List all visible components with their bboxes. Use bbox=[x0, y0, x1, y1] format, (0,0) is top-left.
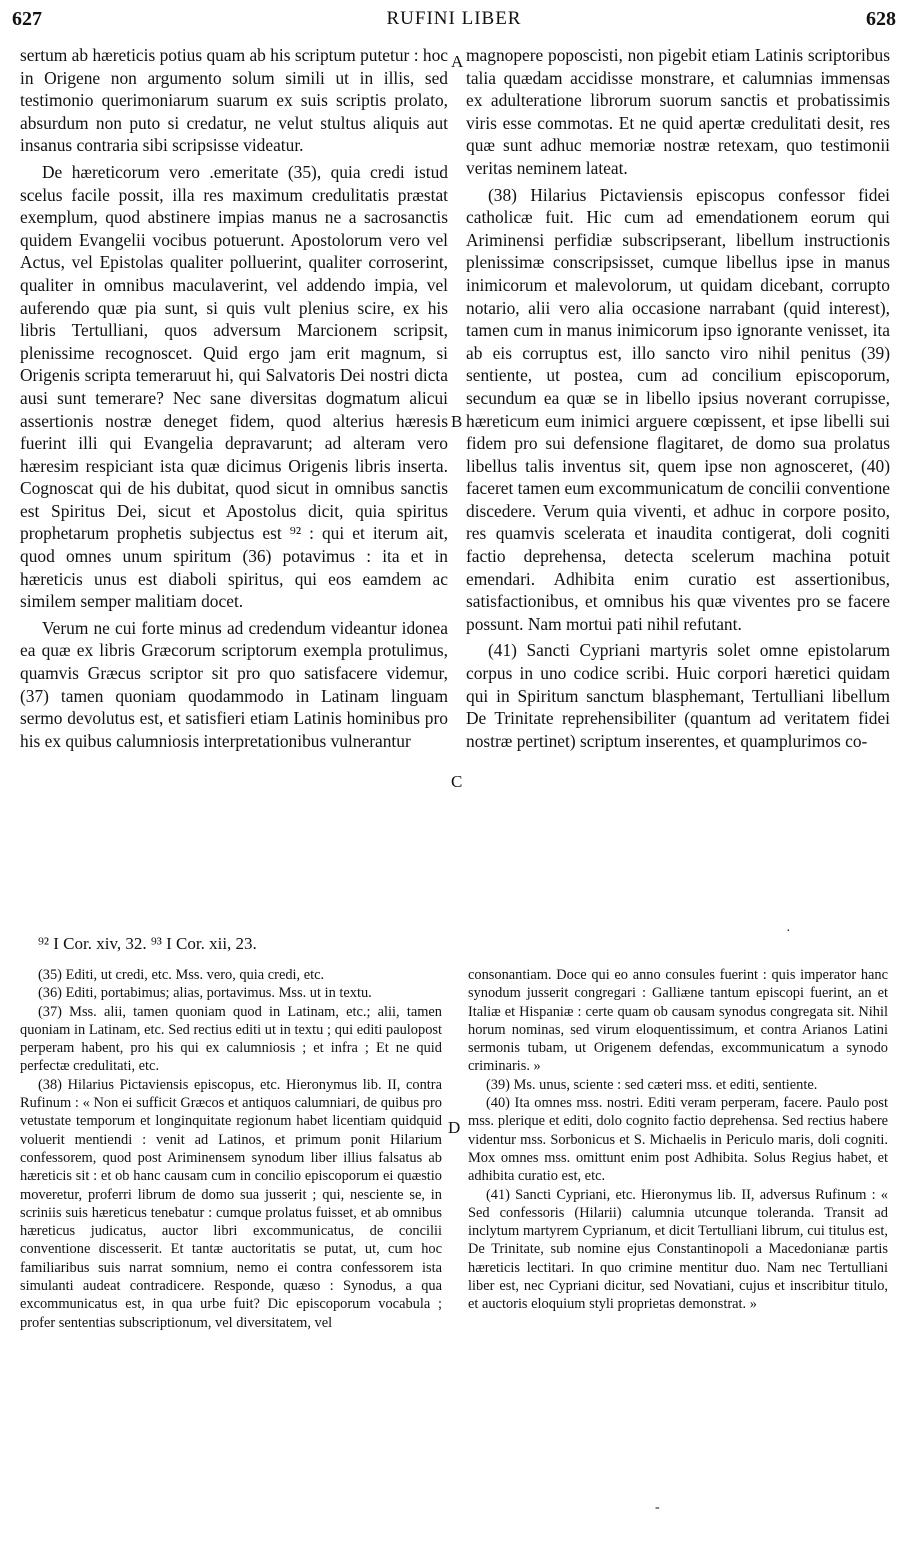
note: (35) Editi, ut credi, etc. Mss. vero, quia credi, etc. bbox=[38, 967, 325, 983]
page-number-left: 627 bbox=[12, 8, 42, 30]
margin-marker-a: A bbox=[451, 52, 464, 71]
margin-marker-c: C bbox=[451, 772, 463, 791]
running-title: RUFINI LIBER bbox=[386, 8, 522, 29]
note: (36) Editi, portabimus; alias, portavimus. Mss. ut in textu. bbox=[38, 985, 372, 1002]
right-column bbox=[466, 44, 890, 752]
stray-mark: - bbox=[655, 1500, 660, 1515]
paragraph: (38) Hilarius Pictaviensis episcopus confessor fidei catholicæ fuit. Hic cum ad emendationem eorum qui Ariminensi perfidiæ subscripserant, libellum instructionis plenissimæ conscripsisset, cumque libellus ipse in manus inimicorum et malevolorum, ut quidam dicebant, corrupto notario, alii vero alia occasione narrabant (quid interest), tamen cum in manus inimicorum ipso ignorante venisset, ita ab eis corruptus est, illo sancto viro nihil penitus (39) sentiente, ut postea, cum ad concilium episcoporum, secundum ea quæ se in libello ipsius noverant corrupisse, hæreticum eum inimici arguere cœpissent, et ipse libelli sui fidem pro sui defensione flagitaret, de domo sua prolatus libellus talis inventus sit, quem ipse non agnosceret, (40) faceret tamen eum excommunicatum de concilii conventione discedere. Verum quia viventi, et adhuc in corpore posito, res quamvis scelerata et inaudita contigerat, doli cogniti factio deprehensa, detecta scelerum machina potuit emendari. Adhibita enim curatio est assertionibus, satisfactionibus, et omnibus his quæ viventes pro se facere possunt. Nam mortui pati nihil refutant. bbox=[466, 184, 890, 634]
notes-right-column bbox=[468, 966, 888, 1314]
footnote-references: ⁹² I Cor. xiv, 32. ⁹³ I Cor. xii, 23. bbox=[38, 934, 257, 953]
note: (41) Sancti Cypriani, etc. Hieronymus lib. II, adversus Rufinum : « Sed confessoris (Hilarii) calumnia utcunque toleranda. Transit ad inclytum martyrem Cyprianum, et dicit Tertulliani librum, cui titulus est, De Trinitate, sub nomine ejus Constantinopoli a Macedonianæ partis hæreticis lectitari. In quo crimine mentitur duo. Nam nec Tertulliani liber est, nec Cypriani dicitur, sed Novatiani, cujus et inscribitur titulo, et auctoris eloquium styli proprietas demonstrat. » bbox=[468, 1186, 888, 1313]
left-column bbox=[20, 44, 448, 752]
note: (39) Ms. unus, sciente : sed cæteri mss. et editi, sentiente. bbox=[486, 1076, 818, 1093]
note: (38) Hilarius Pictaviensis episcopus, etc. Hieronymus lib. II, contra Rufinum : « Non ei sufficit Græcos et antiquos calumniari, de quibus pro vetustate temporum et longinquitate regionum habet licentiam quidquid voluerit mentiendi : venit ad Latinos, et primum ponit Hilarium confessorem, quod post Ariminensem synodum liber illius falsatus ab hæreticis sit : et ob hanc causam cum in concilio episcoporum ei quæstio moveretur, proferri librum de domo sua jusserit ; qui, nesciente se, in scriniis suis hæreticus tenebatur : cumque prolatus fuisset, et ab omnibus hæreticus judicatus, auctor libri excommunicatus, de concilii conventione discesserit. Et tantæ auctoritatis se putat, ut, cum hoc familiaribus suis narrat somnium, nemo ei contra confessorem ista simulanti audeat contradicere. Responde, quæso : Synodus, a qua excommunicatus est, in qua urbe fuit? Dic episcoporum vocabula ; profer sententias subscriptionum, vel diversitatem, vel bbox=[20, 1076, 442, 1331]
paragraph: Verum ne cui forte minus ad credendum videantur idonea ea quæ ex libris Græcorum scriptorum exempla protulimus, quamvis Græcus scriptor sit pro quo satisfacere videmur, (37) tamen quoniam quodammodo in Latinam linguam sermo devolutus est, et satisfieri etiam Latinis hominibus pro his ex quibus calumniosis interpretationibus vulnerantur bbox=[20, 617, 448, 751]
margin-marker-d: D bbox=[448, 1118, 461, 1137]
paragraph: magnopere poposcisti, non pigebit etiam Latinis scriptoribus talia quædam accidisse monstrare, et calumnias immensas ex adulteratione librorum suorum sanctis et probatissimis viris esse commotas. Et ne quid apertæ credulitati desit, res quæ sunt adhuc memoriæ nostræ retexam, quo testimonii veritas neminem lateat. bbox=[466, 45, 890, 178]
paragraph: sertum ab hæreticis potius quam ab his scriptum putetur : hoc in Origene non argumento solum simili ut in illis, sed testimonio querimoniarum suarum ex suis scriptis prolato, absurdum non puto si credatur, ne velut stultus aliquis aut insanus contraria sibi scripsisse videatur. bbox=[20, 45, 448, 156]
page-header bbox=[12, 8, 896, 34]
notes-left-column bbox=[20, 966, 442, 1332]
stray-mark: · bbox=[786, 924, 791, 939]
note: (37) Mss. alii, tamen quoniam quod in Latinam, etc.; alii, tamen quoniam in Latinam, etc. Sed rectius editi ut in textu ; qui editi paulopost perperam habent, pro his qui ex calumniosis ; et infra ; Et ne quid perfectæ credulitati, etc. bbox=[20, 1003, 442, 1075]
paragraph: De hæreticorum vero .emeritate (35), quia credi istud scelus facile possit, illa res maximum credulitatis præstat exemplum, quod abstinere impias manus ne a sacrosanctis quidem Evangelii vocibus potuerunt. Apostolorum vero vel Actus, vel Epistolas qualiter polluerint, qualiter corroserint, qualiter in omnibus maculaverint, vel addendo impia, vel auferendo quæ pia sunt, si quis vult plenius scire, ex his libris Tertulliani, quos adversum Marcionem scripsit, plenissime recognoscet. Quid ergo jam erit magnum, si Origenis scripta temeraruut hi, qui Salvatoris Dei nostri dicta ausi sunt temerare? Nec sane diversitas dogmatum alicui assertionis nostræ deneget fidem, quod alterius hæresis fuerint illi qui Evangelia depravarunt; ad alteram vero hæresim respiciant ista quæ dicimus Origenis libris inserta. Cognoscat qui de his dubitat, quod sicut in omnibus sanctis est Spiritus Dei, sicut et Apostolus dicit, quia spiritus prophetarum prophetis subjectus est ⁹² : qui et iterum ait, quod omnes unum spiritum (36) potavimus : ita et in hæreticis unus est diaboli spiritus, qui eos eamdem ac similem semper malitiam docet. bbox=[20, 161, 448, 612]
page-number-right: 628 bbox=[866, 8, 896, 30]
margin-marker-b: B bbox=[451, 412, 463, 431]
note: (40) Ita omnes mss. nostri. Editi veram perperam, facere. Paulo post mss. plerique et editi, dolo cognito factio deprehensa. Sed rectius habere videntur mss. Sorbonicus et S. Michaelis in Periculo maris, doli cogniti. Mox omnes mss. omittunt enim post Adhibita. Solus Regius habet, et adhibita curatio est, etc. bbox=[468, 1095, 888, 1185]
paragraph: (41) Sancti Cypriani martyris solet omne epistolarum corpus in uno codice scribi. Huic corpori hæretici quidam qui in Spiritum sanctum blasphemant, Tertulliani libellum De Trinitate reprehensibiliter (quantum ad veritatem fidei nostræ pertinet) scriptum inserentes, et quamplurimos co- bbox=[466, 640, 890, 751]
note: consonantiam. Doce qui eo anno consules fuerint : quis imperator hanc synodum jusserit congregari : Galliæne tantum episcopi fuerint, an et Italiæ et Hispaniæ : certe quam ob causam synodus congregata sit. Nihil horum nominas, sed virum eloquentissimum, et contra Arianos Latini sermonis tubam, ut Origenem defendas, excommunicatum a synodo criminaris. » bbox=[468, 967, 888, 1075]
